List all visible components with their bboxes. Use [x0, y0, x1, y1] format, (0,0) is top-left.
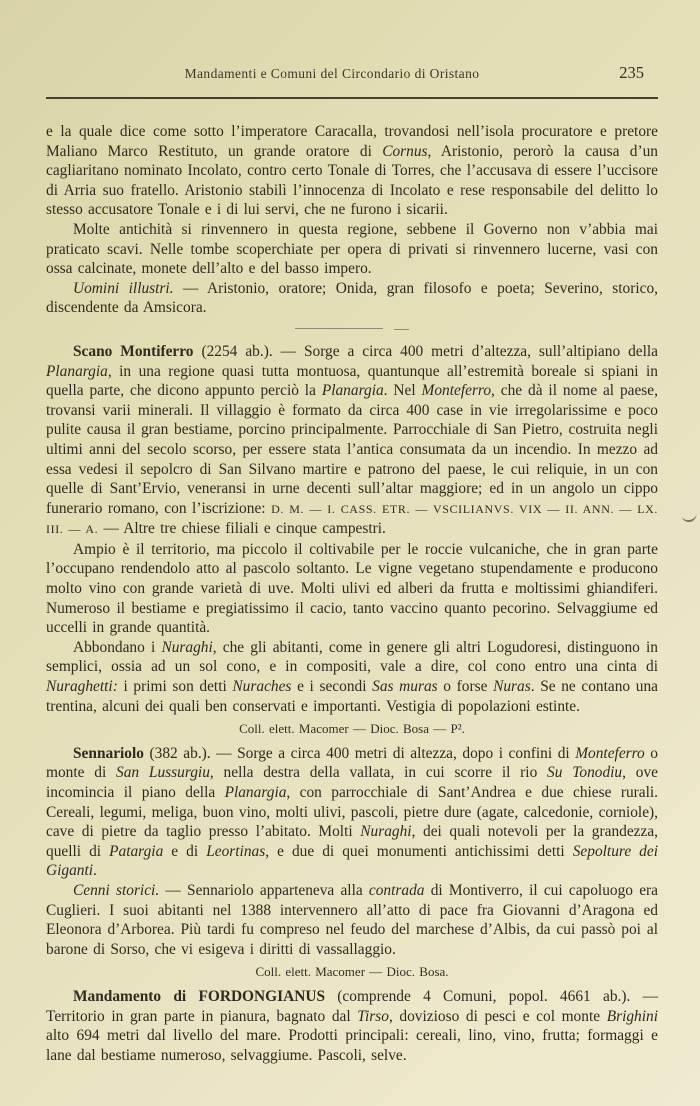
text-run: e di [163, 842, 207, 860]
text-run: contrada [368, 881, 425, 899]
text-run: e i secondi [291, 678, 373, 696]
text-run: Nuras [493, 678, 531, 696]
text-run: . [93, 862, 97, 880]
text-run: Patargia [109, 842, 164, 860]
text-run: Brighini [606, 1007, 658, 1025]
text-run: Abbondano i [73, 638, 162, 656]
paragraph-cenni-storici [46, 881, 658, 959]
roman-inscription: D. M. — I. CASS. ETR. — VSCILIANVS. VIX — II. ANN. — LX. III. — A. [46, 501, 658, 537]
text-run: , ove incomincia il piano della [46, 764, 658, 801]
text-run: San Lussurgiu [116, 764, 210, 782]
text-run: (2254 ab.). — Sorge a circa 400 metri d’altezza, sull’altipiano della [193, 342, 658, 360]
text-run: Nuraghi [161, 638, 213, 656]
text-run: Nuraghetti: [46, 678, 118, 696]
text-run: Cornus [382, 142, 428, 160]
text-run: (382 ab.). — Sorge a circa 400 metri di altezza, dopo i confini di [143, 744, 576, 762]
text-run: Ampio è il territorio, ma piccolo il coltivabile per le roccie vulcaniche, che in gran parte l’occupano rendendolo atto al pascolo soltanto. Le vigne vegetano stupendamente e producono molto vino con grande varietà di uve. Molti ulivi ed alberi da frutta e moltissimi ghiandiferi. Numeroso il bestiame e pregiatissimo il cacio, tanto vaccino quanto pecorino. Selvaggiume ed uccelli in grande quantità. [46, 540, 658, 637]
text-run: alto 694 metri dal livello del mare. Prodotti principali: cereali, lino, vino, frutta; formaggi e lane dal bestiame numeroso, selvaggiume. Pascoli, selve. [46, 1027, 658, 1064]
text-run: Cenni storici. [73, 881, 160, 899]
paragraph-antichita [46, 220, 658, 279]
paragraph-uomini-illustri [46, 279, 658, 318]
text-run: Su Tonodiu [547, 764, 623, 782]
text-run: , Aristonio, perorò la causa d’un cagliaritano nominato Incolato, contro certo Tonale di Torres, che l’accusava di essere l’uccisore di Arria suo fratello. Aristonio stabilì l’innocenza di Incolato e rese responsabile del delitto lo stesso accusatore Tonale e i di lui servi, che ne furono i sicarii. [46, 142, 658, 219]
running-header [46, 63, 658, 86]
text-run: . Nel [383, 382, 422, 400]
text-run: Sas muras [372, 678, 438, 696]
text-run: di Montiverro, il cui capoluogo era Cuglieri. I suoi abitanti nel 1388 intervennero all’atto di pace fra Giovanni d’Aragona ed Eleonora d’Arborea. Più tardi fu compreso nel feudo del marchese d’Albis, da cui passò poi al barone di Sorso, che vi esigeva i diritti di vassallaggio. [46, 881, 658, 958]
header-rule [46, 97, 658, 99]
text-run: Nuraghi [360, 823, 412, 841]
text-run: o forse [437, 678, 494, 696]
paragraph-scano-montiferro [46, 342, 658, 540]
divider-line [295, 328, 383, 329]
page-body [46, 122, 658, 1065]
paragraph-sennariolo [46, 744, 658, 881]
text-run: Planargia [224, 784, 287, 801]
text-run: Tirso [357, 1007, 389, 1025]
text-run: Monteferro [575, 744, 645, 762]
text-run: , nella destra della vallata, in cui scorre il rio [209, 764, 548, 782]
entry-name-mandamento-fordongianus: Mandamento di FORDONGIANUS [73, 987, 326, 1005]
text-run: i primi son detti [117, 678, 233, 696]
divider-dash [394, 329, 409, 330]
text-run: — Aristonio, oratore; Onida, gran filosofo e poeta; Severino, storico, discendente da Amsicora. [46, 279, 658, 317]
text-run: (comprende 4 Comuni, popol. 4661 ab.). — Territorio in gran parte in pianura, bagnato dal [46, 987, 659, 1025]
text-run: , e due di quei monumenti antichissimi detti [265, 842, 573, 860]
text-run: — Altre tre chiese filiali e cinque campestri. [98, 520, 386, 538]
text-run: , dovizioso di pesci e col monte [388, 1007, 607, 1025]
text-run: o monte di [46, 744, 658, 782]
text-run: Nuraches [232, 678, 292, 696]
colophon-sennariolo [46, 962, 658, 982]
text-run: Leortinas [206, 842, 266, 860]
text-run: , con parrocchiale di Sant’Andrea e due chiese rurali. Cereali, legumi, meliga, buon vino, molti ulivi, pascoli, pietre dure (agate, calcedonie, corniole), cave di pietre da taglio presso l’abitato. Molti [46, 784, 659, 841]
paragraph-nuraghi [46, 638, 658, 716]
paragraph-caracalla-continuation [46, 122, 658, 220]
page-number: 235 [619, 63, 644, 82]
paragraph-mandamento-fordongianus [46, 987, 658, 1065]
text-run: Monteferro [421, 382, 492, 400]
page-content [46, 63, 659, 1065]
text-run: Planargia [321, 382, 384, 400]
paragraph-territorio-scano [46, 540, 658, 638]
entry-name-sennariolo: Sennariolo [73, 744, 144, 762]
text-run: , che dà il nome al paese, trovansi varii minerali. Il villaggio è formato da circa 400 case in vie irregolarissime e poco pulite causa il gran bestiame, porcino principalmente. Parrocchiale di San Pietro, costruita negli ultimi anni del secolo scorso, per essere stata l’antica consumata da un incendio. In mezzo ad essa vedesi il sepolcro di San Silvano martire e patrono del paese, le cui reliquie, in un con quelle di Sant’Ervio, veneransi in urne decenti sull’altar maggiore; ed in un angolo un cippo funerario romano, con l’iscrizione: [46, 382, 658, 517]
text-run: Uomini illustri. [73, 279, 174, 297]
text-run: Sepolture dei Giganti [46, 842, 658, 880]
text-run: Coll. elett. Macomer — Dioc. Bosa — P². [239, 721, 465, 737]
text-run: Planargia [46, 362, 108, 380]
text-run: , che gli abitanti, come in genere gli altri Logudoresi, distinguono in semplici, ossia ad un sol cono, e in compositi, vale a dire, col cono entro una cinta di [46, 638, 658, 676]
running-header-title: Mandamenti e Comuni del Circondario di Oristano [184, 66, 480, 81]
text-run: Molte antichità si rinvennero in questa regione, sebbene il Governo non v’abbia mai praticato scavi. Nelle tombe scoperchiate per opera di privati si rinvennero lucerne, vasi con ossa calcinate, monete dell’alto e del basso impero. [46, 220, 658, 278]
text-run: — Sennariolo apparteneva alla [159, 881, 369, 899]
text-run: Coll. elett. Macomer — Dioc. Bosa. [255, 964, 449, 980]
text-run: e la quale dice come sotto l’imperatore Caracalla, trovandosi nell’isola procuratore e pretore Maliano Marco Restituto, un grande oratore di [46, 123, 658, 160]
section-divider [46, 326, 658, 332]
entry-name-scano-montiferro: Scano Montiferro [73, 342, 194, 360]
handwritten-margin-mark [682, 513, 698, 523]
text-run: , in una regione quasi tutta montuosa, quantunque all’estremità boreale si spiani in quella parte, che dicono appunto perciò la [46, 362, 658, 400]
text-run: . Se ne contano una trentina, alcuni dei quali ben conservati e importanti. Vestigia di popolazioni estinte. [46, 678, 658, 715]
text-run: , dei quali notevoli per la grandezza, quelli di [46, 823, 659, 860]
colophon-scano [46, 719, 658, 739]
